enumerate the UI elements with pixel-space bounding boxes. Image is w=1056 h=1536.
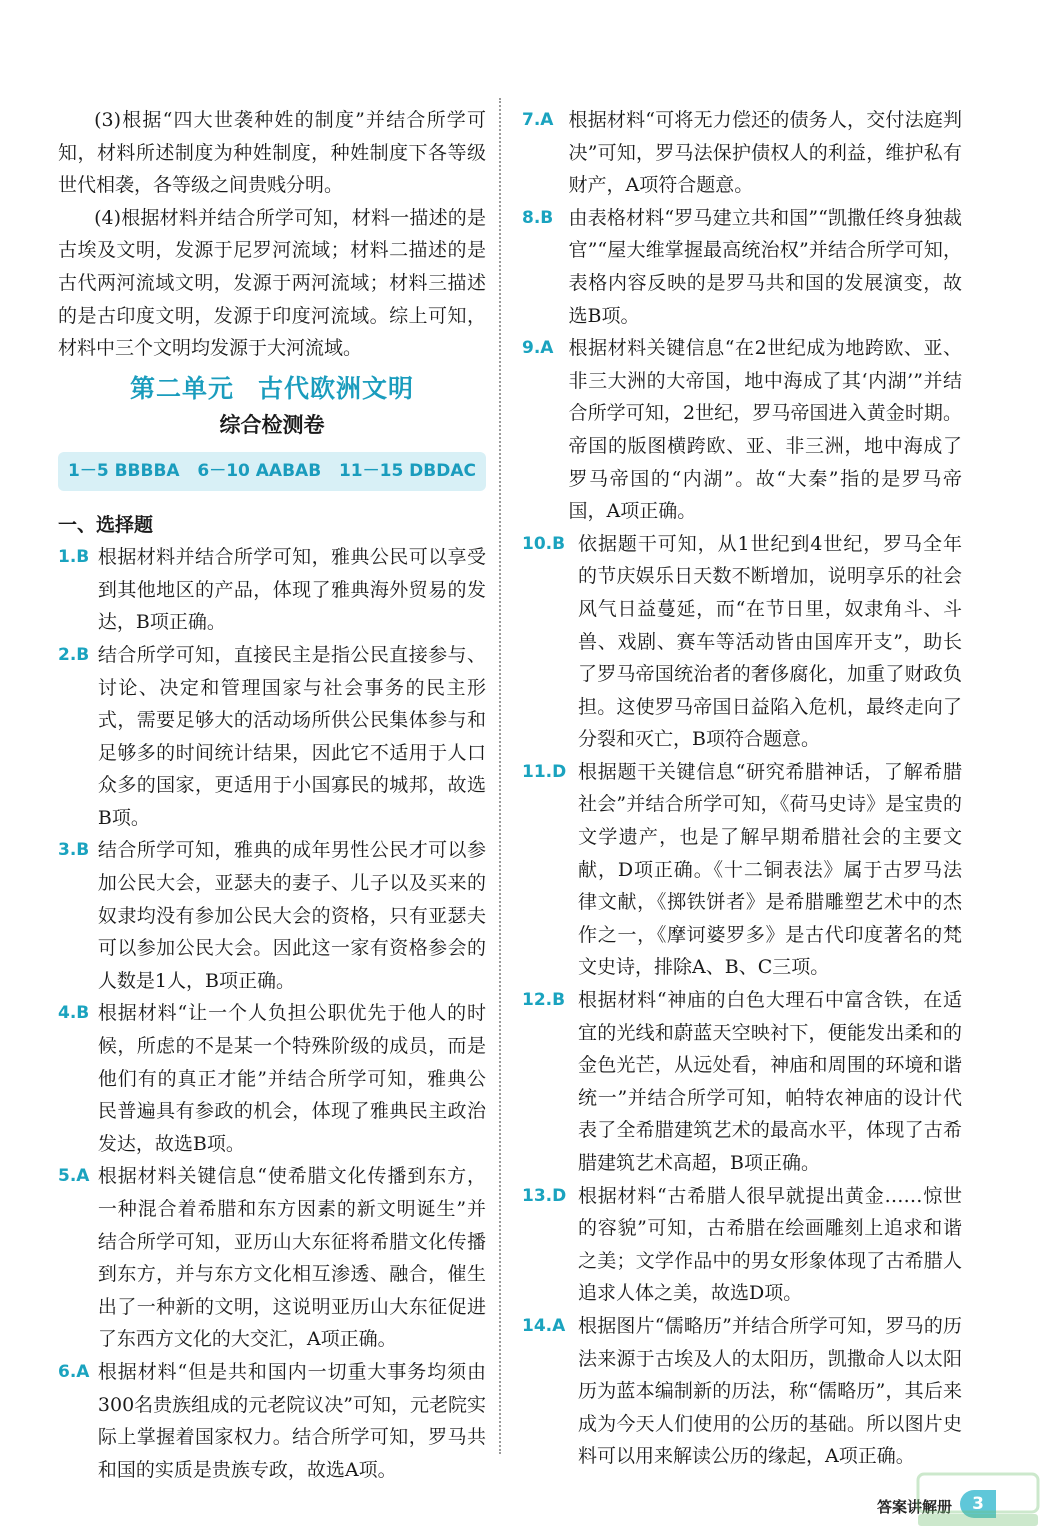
item-number: 9.A xyxy=(522,338,554,359)
unit-title-number: 第二单元 xyxy=(129,373,234,403)
column-divider xyxy=(499,98,501,1454)
answer-item xyxy=(522,756,962,984)
answer-key-band xyxy=(58,452,486,491)
paragraph-4: (4)根据材料并结合所学可知，材料一描述的是古埃及文明，发源于尼罗河流域；材料二描述的是古代两河流域文明，发源于两河流域；材料三描述的是古印度文明，发源于印度河流域。综上可知，材料中三个文明均发源于大河流域。 xyxy=(58,206,486,360)
answer-item xyxy=(58,834,486,997)
item-number: 2.B xyxy=(58,644,90,665)
answer-item xyxy=(58,541,486,639)
item-text: 根据图片“儒略历”并结合所学可知，罗马的历法来源于古埃及人的太阳历，凯撒命人以太阳历为蓝本编制新的历法，称“儒略历”，其后来成为今天人们使用的公历的基础。所以图片史料可以用来解读公历的缘起，A项正确。 xyxy=(578,1314,962,1468)
answer-item xyxy=(522,1310,962,1473)
answer-item xyxy=(522,1180,962,1310)
item-number: 6.A xyxy=(58,1361,90,1382)
right-column xyxy=(522,98,962,1473)
answer-group: 6－10 AABAB xyxy=(197,460,322,481)
item-number: 11.D xyxy=(522,761,567,782)
item-number: 8.B xyxy=(522,207,554,228)
item-text: 依据题干可知，从1世纪到4世纪，罗马全年的节庆娱乐日天数不断增加，说明享乐的社会风气日益蔓延，而“在节日里，奴隶角斗、斗兽、戏剧、赛车等活动皆由国库开支”，助长了罗马帝国统治者的奢侈腐化，加重了财政负担。这使罗马帝国日益陷入危机，最终走向了分裂和灭亡，B项符合题意。 xyxy=(578,532,962,751)
answer-item xyxy=(522,528,962,756)
item-text: 根据材料关键信息“在2世纪成为地跨欧、亚、非三大洲的大帝国，地中海成了其‘内湖’”并结合所学可知，2世纪，罗马帝国进入黄金时期。帝国的版图横跨欧、亚、非三洲，地中海成了罗马帝国的“内湖”。故“大秦”指的是罗马帝国，A项正确。 xyxy=(568,337,962,523)
item-number: 14.A xyxy=(522,1315,566,1336)
section-heading: 一、选择题 xyxy=(58,513,154,536)
item-text: 根据题干关键信息“研究希腊神话，了解希腊社会”并结合所学可知，《荷马史诗》是宝贵的文学遗产，也是了解早期希腊社会的主要文献，D项正确。《十二铜表法》属于古罗马法律文献，《掷铁饼者》是希腊雕塑艺术中的杰作之一，《摩诃婆罗多》是古代印度著名的梵文史诗，排除A、B、C三项。 xyxy=(578,760,962,979)
answer-group: 11－15 DBDAC xyxy=(338,460,476,481)
answer-item xyxy=(58,997,486,1160)
item-text: 结合所学可知，直接民主是指公民直接参与、讨论、决定和管理国家与社会事务的民主形式，需要足够大的活动场所供公民集体参与和足够多的时间统计结果，因此它不适用于人口众多的国家，更适用于小国寡民的城邦，故选B项。 xyxy=(97,643,486,829)
item-text: 根据材料“古希腊人很早就提出黄金……惊世的容貌”可知，古希腊在绘画雕刻上追求和谐之美；文学作品中的男女形象体现了古希腊人追求人体之美，故选D项。 xyxy=(578,1184,962,1305)
item-text: 根据材料“神庙的白色大理石中富含铁，在适宜的光线和蔚蓝天空映衬下，便能发出柔和的金色光芒，从远处看，神庙和周围的环境和谐统一”并结合所学可知，帕特农神庙的设计代表了全希腊建筑艺术的最高水平，体现了古希腊建筑艺术高超，B项正确。 xyxy=(578,989,962,1174)
paragraph-3: (3)根据“四大世袭种姓的制度”并结合所学可知，材料所述制度为种姓制度，种姓制度下各等级世代相袭，各等级之间贵贱分明。 xyxy=(58,109,486,197)
answer-item xyxy=(58,1160,486,1356)
item-number: 13.D xyxy=(522,1185,567,1206)
item-number: 5.A xyxy=(58,1166,90,1187)
exam-title: 综合检测卷 xyxy=(219,413,325,438)
answer-item xyxy=(58,639,486,835)
answer-item xyxy=(522,984,962,1180)
unit-title xyxy=(58,373,486,406)
answer-item xyxy=(58,1356,486,1486)
item-number: 3.B xyxy=(58,840,90,861)
item-number: 12.B xyxy=(522,990,566,1011)
answer-item xyxy=(522,104,962,202)
item-number: 1.B xyxy=(58,547,90,568)
item-number: 4.B xyxy=(58,1003,90,1024)
unit-title-name: 古代欧洲文明 xyxy=(258,373,415,403)
item-text: 根据材料关键信息“使希腊文化传播到东方，一种混合着希腊和东方因素的新文明诞生”并结合所学可知，亚历山大东征将希腊文化传播到东方，并与东方文化相互渗透、融合，催生出了一种新的文明，这说明亚历山大东征促进了东西方文化的大交汇，A项正确。 xyxy=(97,1165,486,1351)
page-number: 3 xyxy=(960,1490,996,1518)
item-text: 结合所学可知，雅典的成年男性公民才可以参加公民大会，亚瑟夫的妻子、儿子以及买来的奴隶均没有参加公民大会的资格，只有亚瑟夫可以参加公民大会。因此这一家有资格参会的人数是1人，B项正确。 xyxy=(97,839,486,992)
answer-group: 1－5 BBBBA xyxy=(68,460,180,481)
item-text: 由表格材料“罗马建立共和国”“凯撒任终身独裁官”“屋大维掌握最高统治权”并结合所学可知，表格内容反映的是罗马共和国的发展演变，故选B项。 xyxy=(568,206,962,327)
item-number: 7.A xyxy=(522,110,554,130)
watermark-logo xyxy=(914,1468,1042,1530)
left-column xyxy=(58,98,486,1486)
answer-item xyxy=(522,332,962,528)
answer-item xyxy=(522,202,962,332)
item-text: 根据材料“让一个人负担公职优先于他人的时候，所虑的不是某一个特殊阶级的成员，而是他们有的真正才能”并结合所学可知，雅典公民普遍具有参政的机会，体现了雅典民主政治发达，故选B项。 xyxy=(97,1002,486,1155)
item-number: 10.B xyxy=(522,533,566,554)
item-text: 根据材料并结合所学可知，雅典公民可以享受到其他地区的产品，体现了雅典海外贸易的发达，B项正确。 xyxy=(97,546,486,634)
item-text: 根据材料“但是共和国内一切重大事务均须由300名贵族组成的元老院议决”可知，元老院实际上掌握着国家权力。结合所学可知，罗马共和国的实质是贵族专政，故选A项。 xyxy=(97,1360,486,1481)
item-text: 根据材料“可将无力偿还的债务人，交付法庭判决”可知，罗马法保护债权人的利益，维护私有财产，A项符合题意。 xyxy=(568,109,962,197)
footer-label: 答案讲解册 xyxy=(876,1498,952,1516)
